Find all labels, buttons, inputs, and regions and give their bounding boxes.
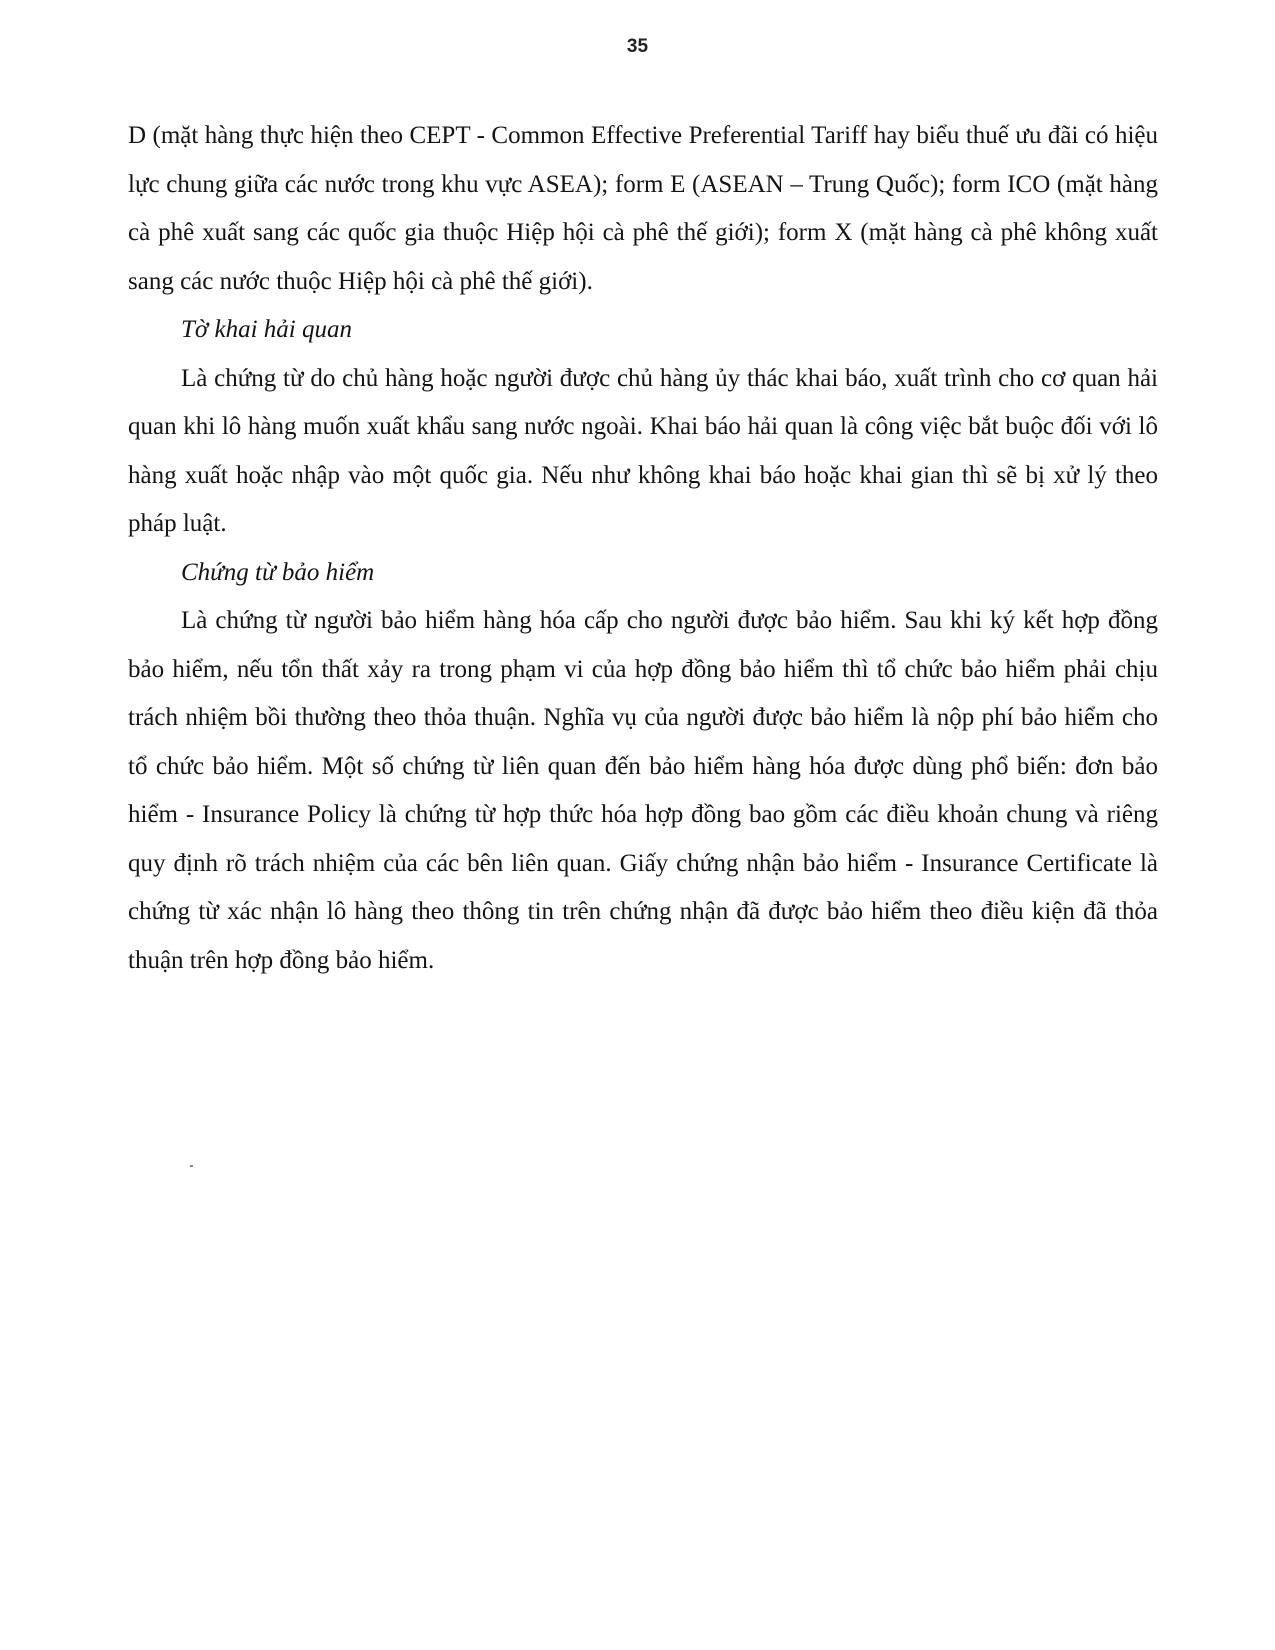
insurance-document-paragraph: Là chứng từ người bảo hiểm hàng hóa cấp cho người được bảo hiểm. Sau khi ký kết hợp đồng bảo hiểm, nếu tổn thất xảy ra trong phạm vi của hợp đồng bảo hiểm thì tổ chức bảo hiểm phải chịu trách nhiệm bồi thường theo thỏa thuận. Nghĩa vụ của người được bảo hiểm là nộp phí bảo hiểm cho tổ chức bảo hiểm. Một số chứng từ liên quan đến bảo hiểm hàng hóa được dùng phổ biến: đơn bảo hiểm - Insurance Policy là chứng từ hợp thức hóa hợp đồng bao gồm các điều khoản chung và riêng quy định rõ trách nhiệm của các bên liên quan. Giấy chứng nhận bảo hiểm - Insurance Certificate là chứng từ xác nhận lô hàng theo thông tin trên chứng nhận đã được bảo hiểm theo điều kiện đã thỏa thuận trên hợp đồng bảo hiểm. bbox=[128, 607, 1158, 974]
page-content bbox=[128, 112, 1158, 985]
scan-speck bbox=[190, 1165, 193, 1167]
customs-declaration-heading: Tờ khai hải quan bbox=[181, 316, 352, 343]
intro-paragraph: D (mặt hàng thực hiện theo CEPT - Common Effective Preferential Tariff hay biểu thuế ưu đãi có hiệu lực chung giữa các nước trong khu vực ASEA); form E (ASEAN – Trung Quốc); form ICO (mặt hàng cà phê xuất sang các quốc gia thuộc Hiệp hội cà phê thế giới); form X (mặt hàng cà phê không xuất sang các nước thuộc Hiệp hội cà phê thế giới). bbox=[128, 122, 1158, 295]
insurance-document-heading: Chứng từ bảo hiểm bbox=[181, 558, 375, 586]
customs-declaration-paragraph: Là chứng từ do chủ hàng hoặc người được chủ hàng ủy thác khai báo, xuất trình cho cơ quan hải quan khi lô hàng muốn xuất khẩu sang nước ngoài. Khai báo hải quan là công việc bắt buộc đối với lô hàng xuất hoặc nhập vào một quốc gia. Nếu như không khai báo hoặc khai gian thì sẽ bị xử lý theo pháp luật. bbox=[128, 364, 1158, 537]
page-number: 35 bbox=[626, 36, 649, 57]
